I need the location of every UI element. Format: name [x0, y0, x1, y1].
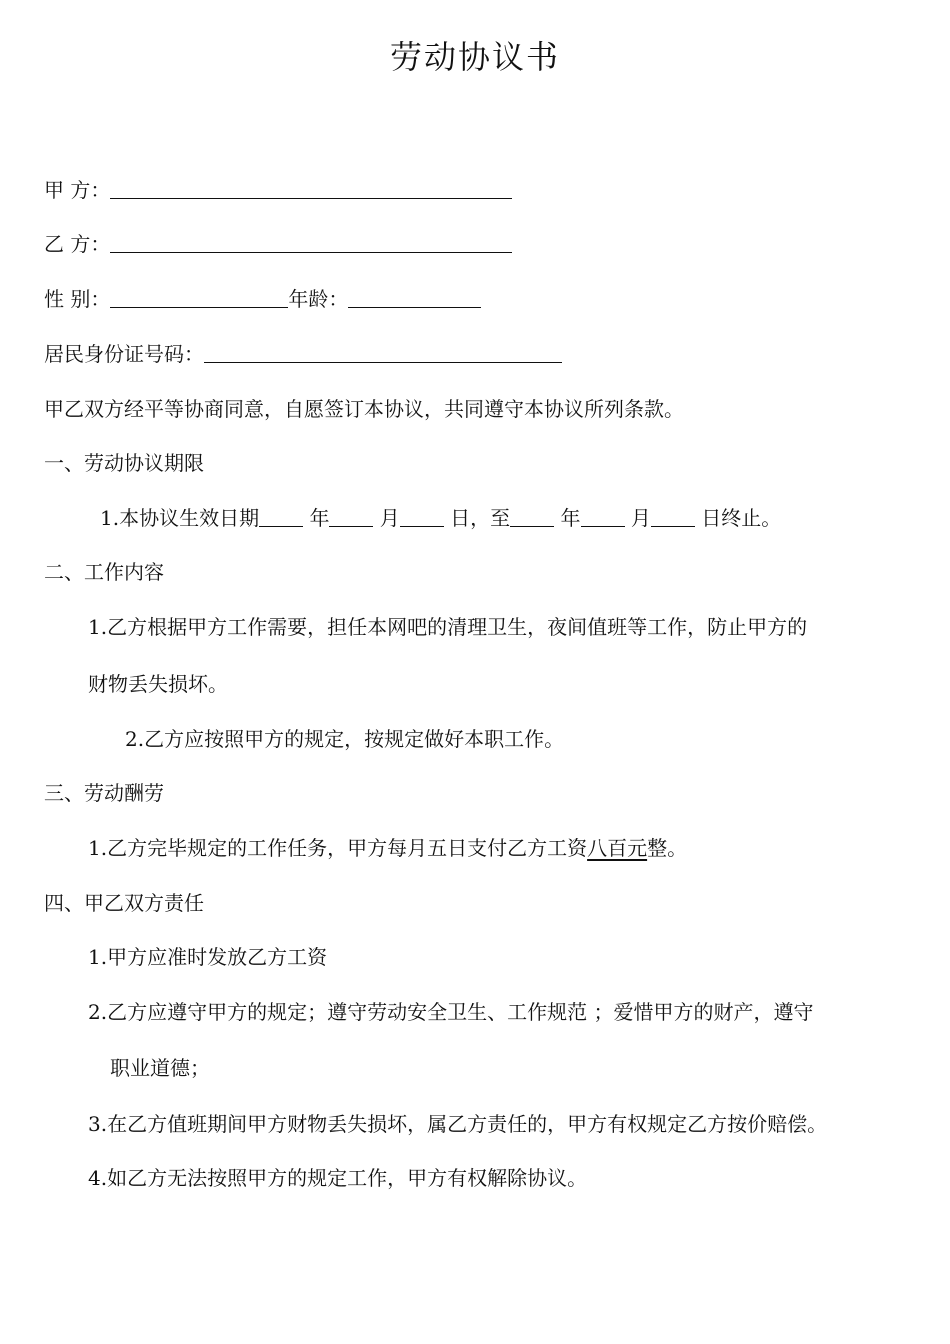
id-number-blank: [204, 342, 562, 363]
party-a-row: [44, 176, 512, 204]
section2-heading: 二、工作内容: [44, 560, 164, 584]
age-blank: [348, 287, 481, 308]
end-year-blank: [510, 506, 554, 527]
section2-item2: 2.乙方应按照甲方的规定，按规定做好本职工作。: [125, 727, 565, 751]
section3-heading: 三、劳动酬劳: [44, 781, 164, 805]
party-a-label: 甲 方：: [44, 178, 111, 202]
section1-heading: 一、劳动协议期限: [44, 451, 204, 475]
gender-blank: [110, 287, 288, 308]
start-day-blank: [400, 506, 444, 527]
month-label: 月: [373, 506, 400, 530]
gender-age-row: [44, 285, 481, 313]
section4-item4: 4.如乙方无法按照甲方的规定工作，甲方有权解除协议。: [88, 1166, 588, 1190]
day-to-label: 日，至: [443, 506, 511, 530]
section3-item1: [88, 834, 687, 862]
year-label: 年: [303, 506, 330, 530]
age-label: 年龄：: [288, 287, 349, 311]
party-b-blank: [110, 232, 512, 253]
id-number-label: 居民身份证号码：: [44, 342, 204, 366]
party-b-row: [44, 230, 512, 258]
party-a-blank: [110, 178, 512, 199]
section1-item1: [100, 504, 781, 532]
intro-paragraph: 甲乙双方经平等协商同意，自愿签订本协议，共同遵守本协议所列条款。: [44, 397, 684, 421]
term-start-text: 1.本协议生效日期: [100, 506, 260, 530]
end-month-label: 月: [624, 506, 651, 530]
start-year-blank: [259, 506, 303, 527]
party-b-label: 乙 方：: [44, 232, 111, 256]
section2-item1-line2: 财物丢失损坏。: [88, 672, 228, 696]
salary-amount: 八百元: [587, 836, 648, 860]
section4-item2-line2: 职业道德；: [110, 1056, 210, 1080]
document-title: 劳动协议书: [389, 38, 560, 76]
gender-label: 性 别：: [44, 287, 111, 311]
salary-suffix: 整。: [647, 836, 688, 860]
start-month-blank: [329, 506, 373, 527]
section4-item3: 3.在乙方值班期间甲方财物丢失损坏，属乙方责任的，甲方有权规定乙方按价赔偿。: [88, 1112, 828, 1136]
section2-item1-line1: 1.乙方根据甲方工作需要，担任本网吧的清理卫生，夜间值班等工作，防止甲方的: [88, 615, 808, 639]
salary-text: 1.乙方完毕规定的工作任务，甲方每月五日支付乙方工资: [88, 836, 588, 860]
end-year-label: 年: [554, 506, 581, 530]
section4-heading: 四、甲乙双方责任: [44, 891, 204, 915]
section4-item1: 1.甲方应准时发放乙方工资: [88, 945, 328, 969]
end-month-blank: [581, 506, 625, 527]
end-day-blank: [651, 506, 695, 527]
section4-item2-line1: 2.乙方应遵守甲方的规定；遵守劳动安全卫生、工作规范 ；爱惜甲方的财产，遵守: [88, 1000, 814, 1024]
end-label: 日终止。: [694, 506, 782, 530]
id-number-row: [44, 340, 562, 368]
